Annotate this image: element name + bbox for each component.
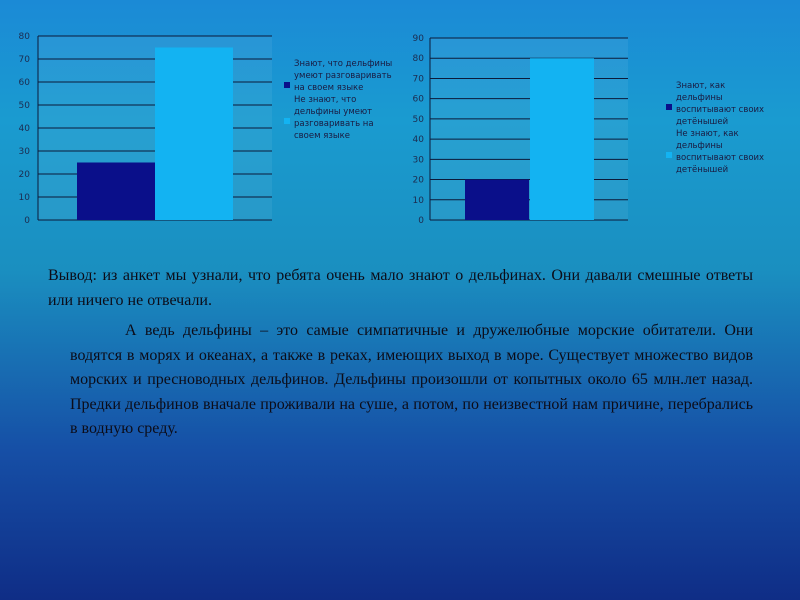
y-tick-label: 20 [18, 170, 30, 180]
y-tick-label: 90 [412, 34, 424, 44]
legend-chart-2 [666, 80, 774, 176]
y-tick-label: 60 [412, 94, 424, 105]
y-tick-label: 0 [24, 216, 30, 226]
y-tick-label: 60 [18, 78, 30, 88]
legend-item-dont-know [666, 128, 774, 176]
legend-swatch-dark [284, 82, 290, 88]
y-tick-label: 20 [412, 175, 424, 186]
legend-swatch-light [284, 118, 290, 124]
chart-knowledge-language [19, 32, 272, 226]
dolphin-facts-paragraph: А ведь дельфины – это самые симпатичные и дружелюбные морские обитатели. Они водятся в морях и океанах, а также в реках, имеющих выход в море. Существует множество видов морских и пресноводных дельфинов. Дельфины произошли от копытных около 65 млн.лет назад. Предки дельфинов вначале проживали на суше, а потом, по неизвестной нам причине, перебрались в водную среду. [70, 322, 753, 437]
chart-knowledge-upbringing [413, 34, 628, 226]
y-tick-label: 50 [412, 114, 424, 125]
y-tick-label: 10 [412, 195, 424, 206]
y-tick-label: 40 [18, 124, 30, 134]
legend-chart-1 [284, 58, 402, 142]
y-tick-label: 70 [412, 74, 424, 85]
y-tick-label: 30 [412, 155, 424, 166]
legend-swatch-dark [666, 104, 672, 110]
bar [155, 48, 233, 221]
legend-swatch-light [666, 152, 672, 158]
legend-item-dont-know [284, 94, 402, 142]
conclusion-paragraph: Вывод: из анкет мы узнали, что ребята очень мало знают о дельфинах. Они давали смешные ответы или ничего не отвечали. [48, 267, 753, 309]
bar [77, 163, 155, 221]
y-tick-label: 80 [412, 54, 424, 65]
y-tick-label: 40 [412, 135, 424, 146]
legend-label-dont-know: Не знают, как дельфины воспитывают своих детёнышей [676, 129, 765, 175]
y-tick-label: 30 [18, 147, 30, 157]
bar [465, 180, 529, 220]
legend-label-know: Знают, что дельфины умеют разговаривать на своем языке [294, 59, 393, 93]
y-tick-label: 50 [18, 101, 30, 111]
y-tick-label: 70 [18, 55, 30, 65]
text-block [48, 264, 753, 442]
y-tick-label: 10 [18, 193, 30, 203]
legend-item-know [666, 80, 774, 128]
y-tick-label: 0 [418, 216, 424, 226]
y-tick-label: 80 [18, 32, 30, 42]
legend-label-dont-know: Не знают, что дельфины умеют разговаривать на своем языке [294, 95, 374, 141]
legend-label-know: Знают, как дельфины воспитывают своих детёнышей [676, 81, 765, 127]
bar [530, 58, 594, 220]
legend-item-know [284, 58, 402, 94]
